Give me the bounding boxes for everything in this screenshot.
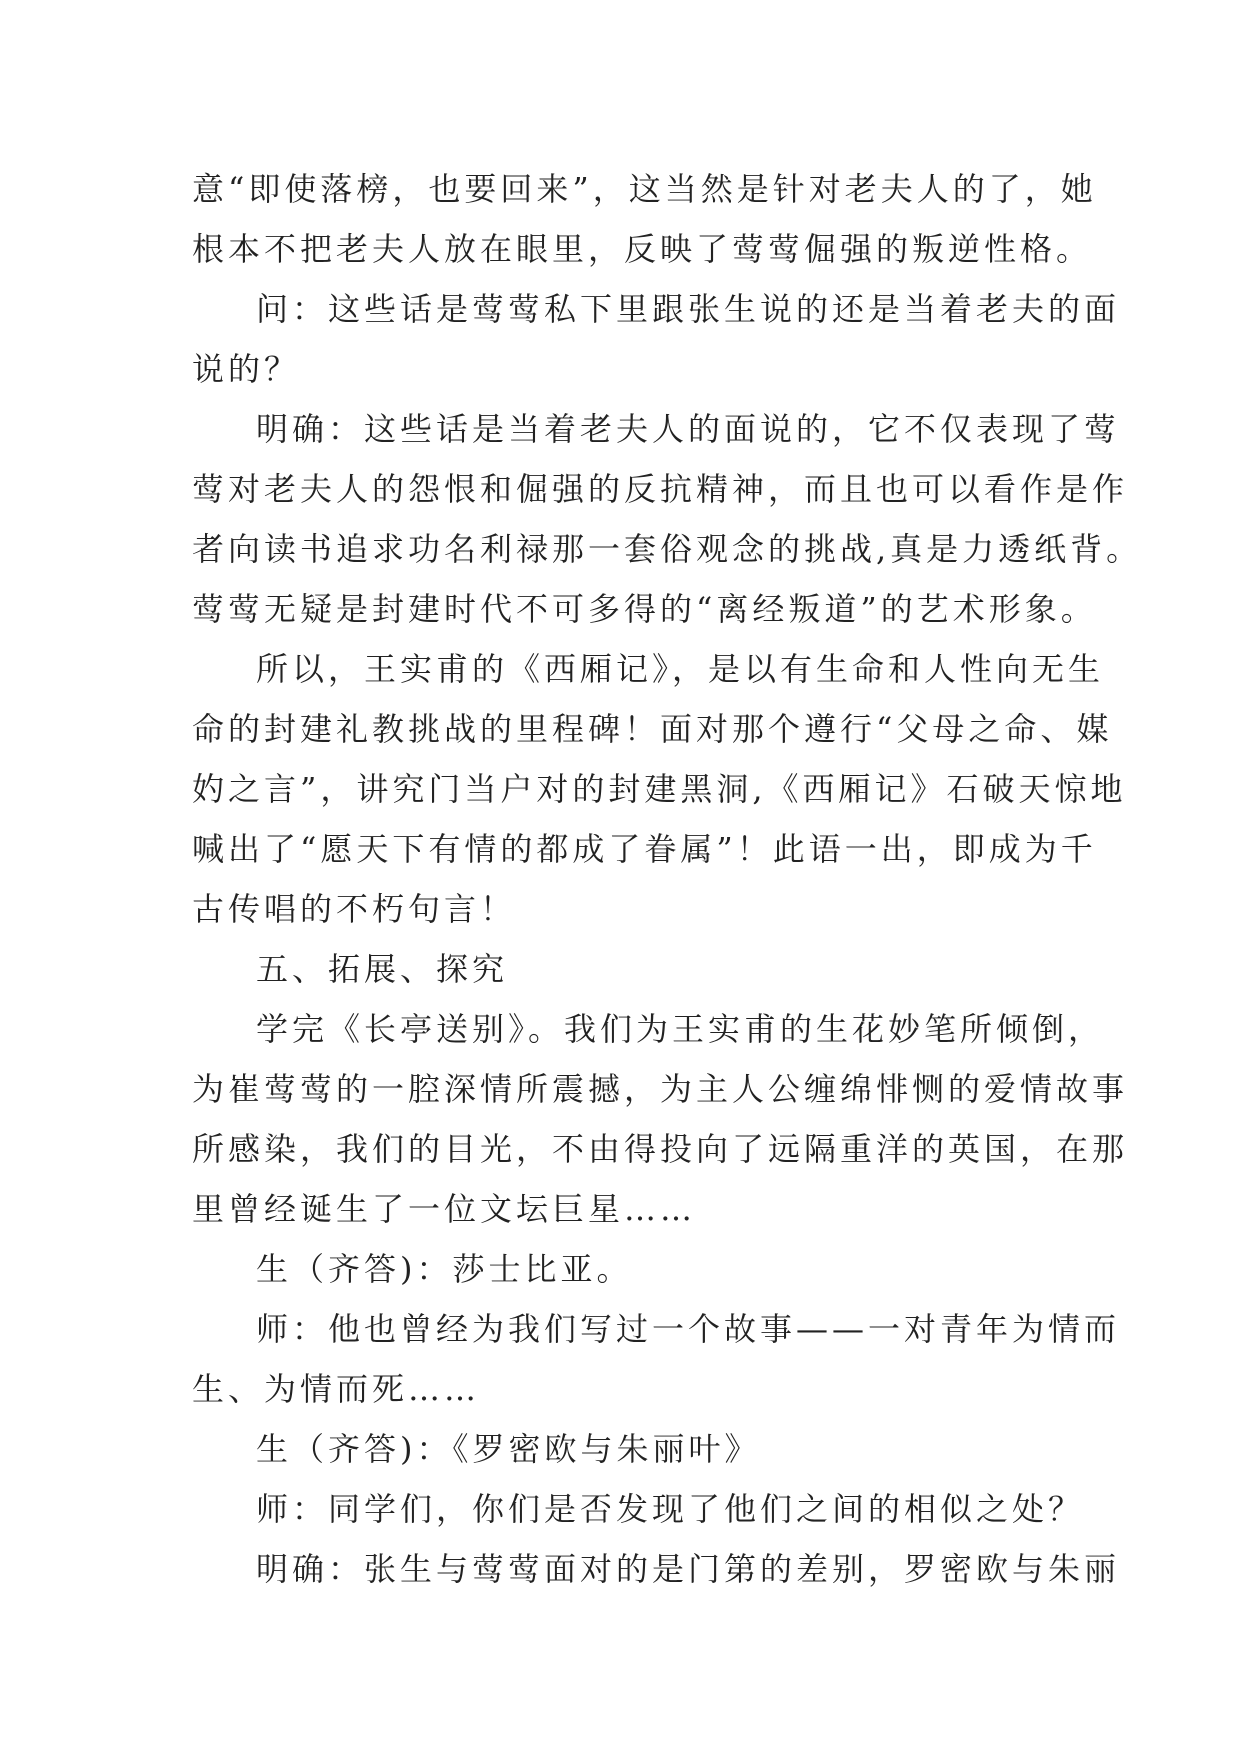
question-line: 问：这些话是莺莺私下里跟张生说的还是当着老夫的面 <box>256 290 1121 328</box>
text-line: 莺对老夫人的怨恨和倔强的反抗精神，而且也可以看作是作 <box>192 470 1129 508</box>
text-line: 意“即使落榜，也要回来”，这当然是针对老夫人的了，她 <box>192 170 1097 208</box>
text-line: 为崔莺莺的一腔深情所震撼，为主人公缠绵悱恻的爱情故事 <box>192 1070 1129 1108</box>
text-line: 所感染，我们的目光，不由得投向了远隔重洋的英国，在那 <box>192 1130 1129 1168</box>
dialogue-line: 生（齐答)：莎士比亚。 <box>256 1250 633 1288</box>
text-line: 莺莺无疑是封建时代不可多得的“离经叛道”的艺术形象。 <box>192 590 1097 628</box>
paragraph-line: 所以，王实甫的《西厢记》，是以有生命和人性向无生 <box>256 650 1105 688</box>
text-line: 根本不把老夫人放在眼里，反映了莺莺倔强的叛逆性格。 <box>192 230 1093 268</box>
text-line: 妁之言”，讲究门当户对的封建黑洞,《西厢记》石破天惊地 <box>192 770 1127 808</box>
text-line: 古传唱的不朽句言！ <box>192 890 517 928</box>
dialogue-line: 师：他也曾经为我们写过一个故事——一对青年为情而 <box>256 1310 1121 1348</box>
answer-line: 明确：张生与莺莺面对的是门第的差别，罗密欧与朱丽 <box>256 1550 1121 1588</box>
text-line: 者向读书追求功名利禄那一套俗观念的挑战,真是力透纸背。 <box>192 530 1143 568</box>
section-heading: 五、拓展、探究 <box>256 950 509 988</box>
text-line: 生、为情而死…… <box>192 1370 481 1408</box>
text-line: 命的封建礼教挑战的里程碑！面对那个遵行“父母之命、媒 <box>192 710 1113 748</box>
answer-line: 明确：这些话是当着老夫人的面说的，它不仅表现了莺 <box>256 410 1121 448</box>
dialogue-line: 生（齐答)：《罗密欧与朱丽叶》 <box>256 1430 761 1468</box>
text-line: 说的？ <box>192 350 301 388</box>
text-line: 里曾经诞生了一位文坛巨星…… <box>192 1190 697 1228</box>
dialogue-line: 师：同学们，你们是否发现了他们之间的相似之处？ <box>256 1490 1085 1528</box>
paragraph-line: 学完《长亭送别》。我们为王实甫的生花妙笔所倾倒， <box>256 1010 1105 1048</box>
text-line: 喊出了“愿天下有情的都成了眷属”！此语一出，即成为千 <box>192 830 1097 868</box>
